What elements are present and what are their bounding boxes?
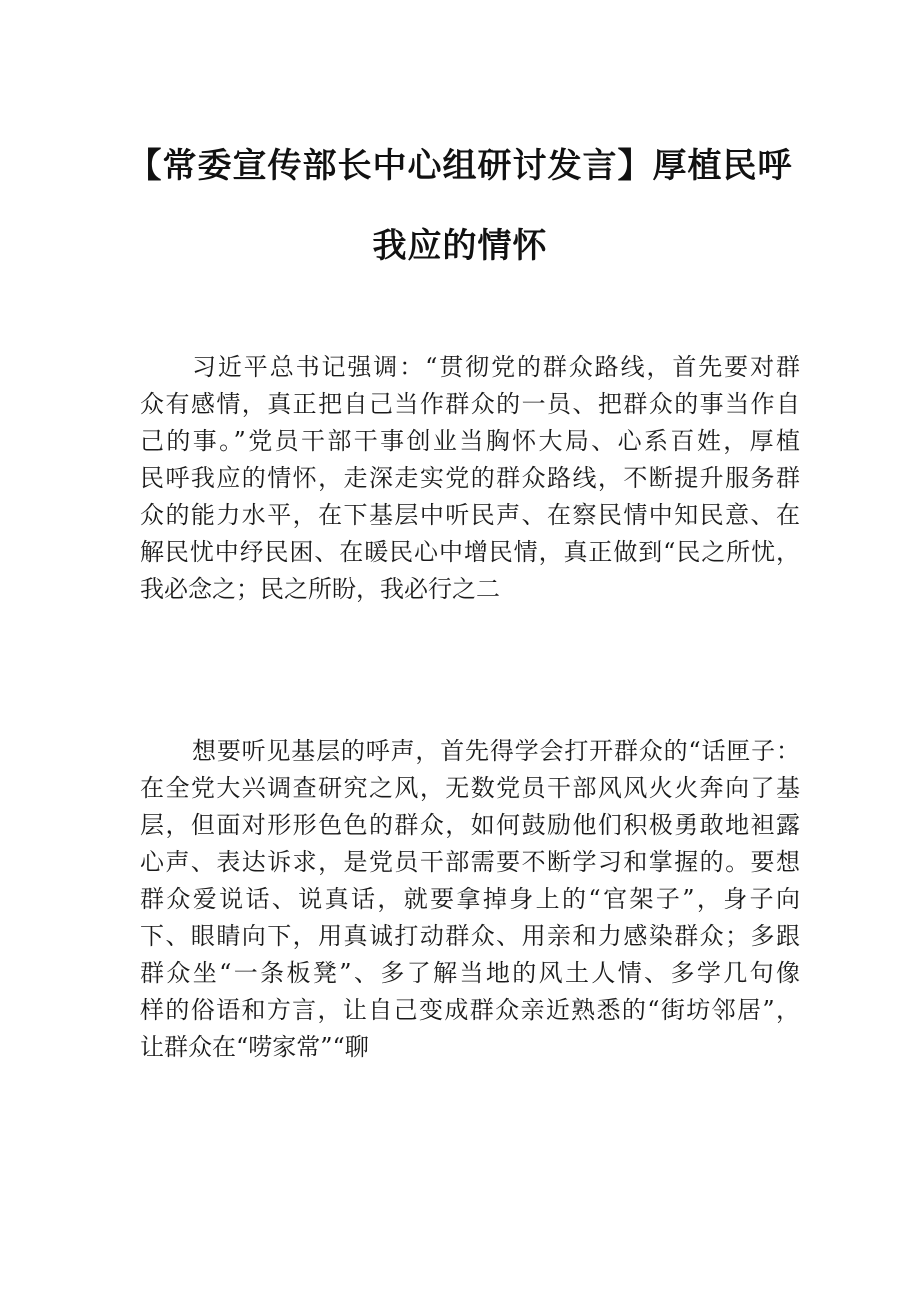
paragraph-line: 想要听见基层的呼声，首先得学会打开群众的“话匣子： — [192, 737, 800, 765]
document-title-line-1: 【常委宣传部长中心组研讨发言】厚植民呼 — [127, 146, 793, 186]
paragraph-line: 解民忧中纾民困、在暖民心中增民情，真正做到“民之所忧， — [140, 538, 800, 566]
paragraph-line: 众的能力水平，在下基层中听民声、在察民情中知民意、在 — [140, 501, 800, 529]
paragraph-line: 我必念之；民之所盼，我必行之二 — [140, 575, 500, 603]
paragraph-line: 民呼我应的情怀，走深走实党的群众路线，不断提升服务群 — [140, 464, 800, 492]
paragraph-line: 在全党大兴调查研究之风，无数党员干部风风火火奔向了基 — [140, 774, 800, 802]
paragraph-line: 群众爱说话、说真话，就要拿掉身上的“官架子”，身子向 — [140, 885, 800, 913]
document-title-line-2: 我应的情怀 — [372, 226, 548, 266]
paragraph-line: 习近平总书记强调：“贯彻党的群众路线，首先要对群 — [192, 353, 800, 381]
paragraph-line: 下、眼睛向下，用真诚打动群众、用亲和力感染群众；多跟 — [140, 922, 800, 950]
paragraph-line: 群众坐“一条板凳”、多了解当地的风土人情、多学几句像 — [140, 959, 800, 987]
paragraph-line: 心声、表达诉求，是党员干部需要不断学习和掌握的。要想 — [140, 848, 800, 876]
paragraph-line: 样的俗语和方言，让自己变成群众亲近熟悉的“街坊邻居”， — [140, 996, 800, 1024]
paragraph-line: 己的事。”党员干部干事创业当胸怀大局、心系百姓，厚植 — [140, 427, 800, 455]
paragraph-line: 让群众在“唠家常”“聊 — [140, 1033, 369, 1061]
paragraph-line: 层，但面对形形色色的群众，如何鼓励他们积极勇敢地袒露 — [140, 811, 800, 839]
paragraph-line: 众有感情，真正把自己当作群众的一员、把群众的事当作自 — [140, 390, 800, 418]
